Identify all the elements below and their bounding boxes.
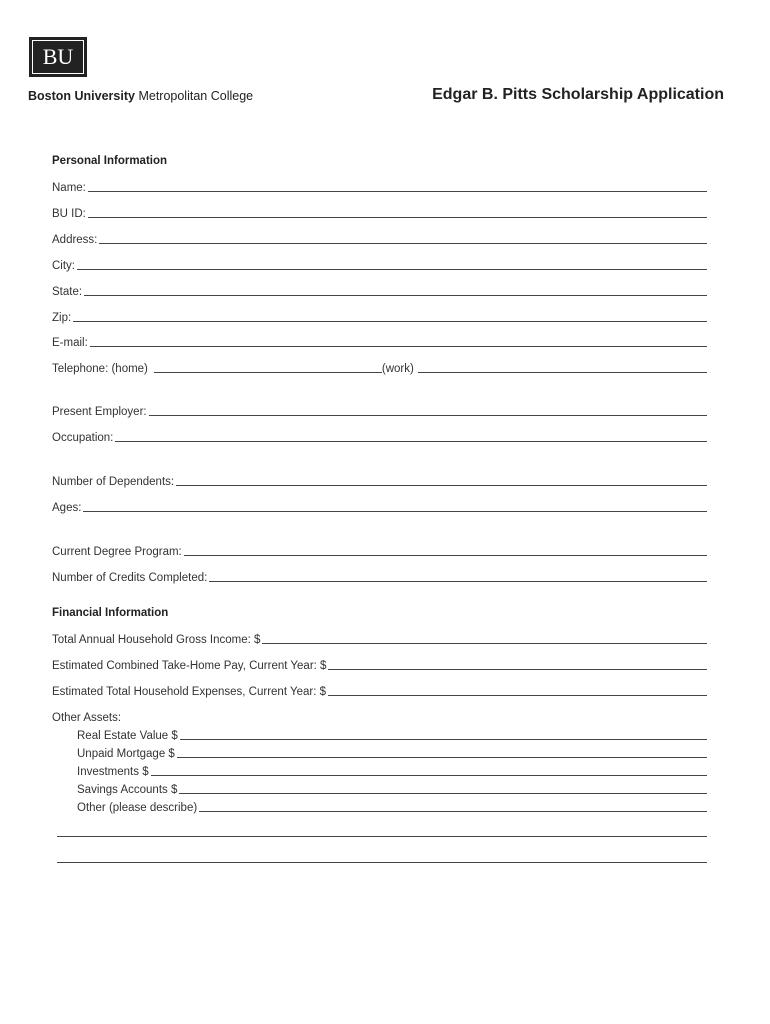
investments-line[interactable]	[151, 775, 707, 776]
employer-line[interactable]	[149, 415, 707, 416]
email-label: E-mail:	[52, 337, 88, 349]
college-name	[28, 89, 253, 103]
telephone-home-line[interactable]	[154, 372, 382, 373]
other-assets-label: Other Assets:	[52, 712, 122, 724]
other-assets-heading-row	[52, 710, 707, 724]
unpaid-mortgage-field[interactable]	[77, 746, 707, 760]
ages-line[interactable]	[83, 511, 707, 512]
dependents-field[interactable]	[52, 474, 707, 488]
name-field[interactable]	[52, 180, 707, 194]
zip-field[interactable]	[52, 310, 707, 324]
telephone-work-label: (work)	[381, 363, 414, 375]
financial-information-heading: Financial Information	[52, 607, 169, 619]
other-description-line-2[interactable]	[57, 862, 707, 863]
gross-income-line[interactable]	[262, 643, 707, 644]
bu-logo	[29, 37, 87, 77]
degree-program-line[interactable]	[184, 555, 707, 556]
take-home-field[interactable]	[52, 658, 707, 672]
address-line[interactable]	[99, 243, 707, 244]
occupation-field[interactable]	[52, 430, 707, 444]
investments-label: Investments $	[77, 766, 149, 778]
ages-field[interactable]	[52, 500, 707, 514]
state-field[interactable]	[52, 284, 707, 298]
take-home-label: Estimated Combined Take-Home Pay, Current Year: $	[52, 660, 327, 672]
city-field[interactable]	[52, 258, 707, 272]
zip-label: Zip:	[52, 312, 72, 324]
address-field[interactable]	[52, 232, 707, 246]
college-name-rest: Metropolitan College	[138, 89, 254, 103]
savings-field[interactable]	[77, 782, 707, 796]
investments-field[interactable]	[77, 764, 707, 778]
state-label: State:	[52, 286, 83, 298]
real-estate-line[interactable]	[180, 739, 707, 740]
expenses-field[interactable]	[52, 684, 707, 698]
degree-program-field[interactable]	[52, 544, 707, 558]
dependents-line[interactable]	[176, 485, 707, 486]
bu-id-line[interactable]	[88, 217, 707, 218]
unpaid-mortgage-line[interactable]	[177, 757, 707, 758]
real-estate-field[interactable]	[77, 728, 707, 742]
credits-line[interactable]	[209, 581, 707, 582]
real-estate-label: Real Estate Value $	[77, 730, 178, 742]
personal-information-heading: Personal Information	[52, 155, 168, 167]
occupation-line[interactable]	[115, 441, 707, 442]
telephone-home-label: Telephone: (home)	[52, 363, 148, 375]
telephone-field[interactable]	[52, 361, 707, 375]
ages-label: Ages:	[52, 502, 82, 514]
credits-label: Number of Credits Completed:	[52, 572, 208, 584]
other-asset-label: Other (please describe)	[77, 802, 198, 814]
take-home-line[interactable]	[328, 669, 707, 670]
city-label: City:	[52, 260, 75, 272]
college-name-bold: Boston University	[28, 89, 135, 103]
name-line[interactable]	[88, 191, 707, 192]
occupation-label: Occupation:	[52, 432, 114, 444]
zip-line[interactable]	[73, 321, 707, 322]
address-label: Address:	[52, 234, 98, 246]
other-description-line-1[interactable]	[57, 836, 707, 837]
unpaid-mortgage-label: Unpaid Mortgage $	[77, 748, 175, 760]
document-title: Edgar B. Pitts Scholarship Application	[432, 86, 724, 103]
employer-label: Present Employer:	[52, 406, 147, 418]
gross-income-label: Total Annual Household Gross Income: $	[52, 634, 261, 646]
expenses-line[interactable]	[328, 695, 707, 696]
credits-field[interactable]	[52, 570, 707, 584]
name-label: Name:	[52, 182, 86, 194]
telephone-work-line[interactable]	[418, 372, 707, 373]
state-line[interactable]	[84, 295, 707, 296]
savings-line[interactable]	[179, 793, 707, 794]
gross-income-field[interactable]	[52, 632, 707, 646]
expenses-label: Estimated Total Household Expenses, Current Year: $	[52, 686, 327, 698]
employer-field[interactable]	[52, 404, 707, 418]
other-asset-field[interactable]	[77, 800, 707, 814]
bu-id-field[interactable]	[52, 206, 707, 220]
dependents-label: Number of Dependents:	[52, 476, 175, 488]
email-field[interactable]	[52, 335, 707, 349]
degree-program-label: Current Degree Program:	[52, 546, 182, 558]
city-line[interactable]	[77, 269, 707, 270]
savings-label: Savings Accounts $	[77, 784, 178, 796]
email-line[interactable]	[90, 346, 707, 347]
other-asset-line[interactable]	[199, 811, 707, 812]
bu-id-label: BU ID:	[52, 208, 86, 220]
bu-logo-text: BU	[32, 40, 84, 74]
